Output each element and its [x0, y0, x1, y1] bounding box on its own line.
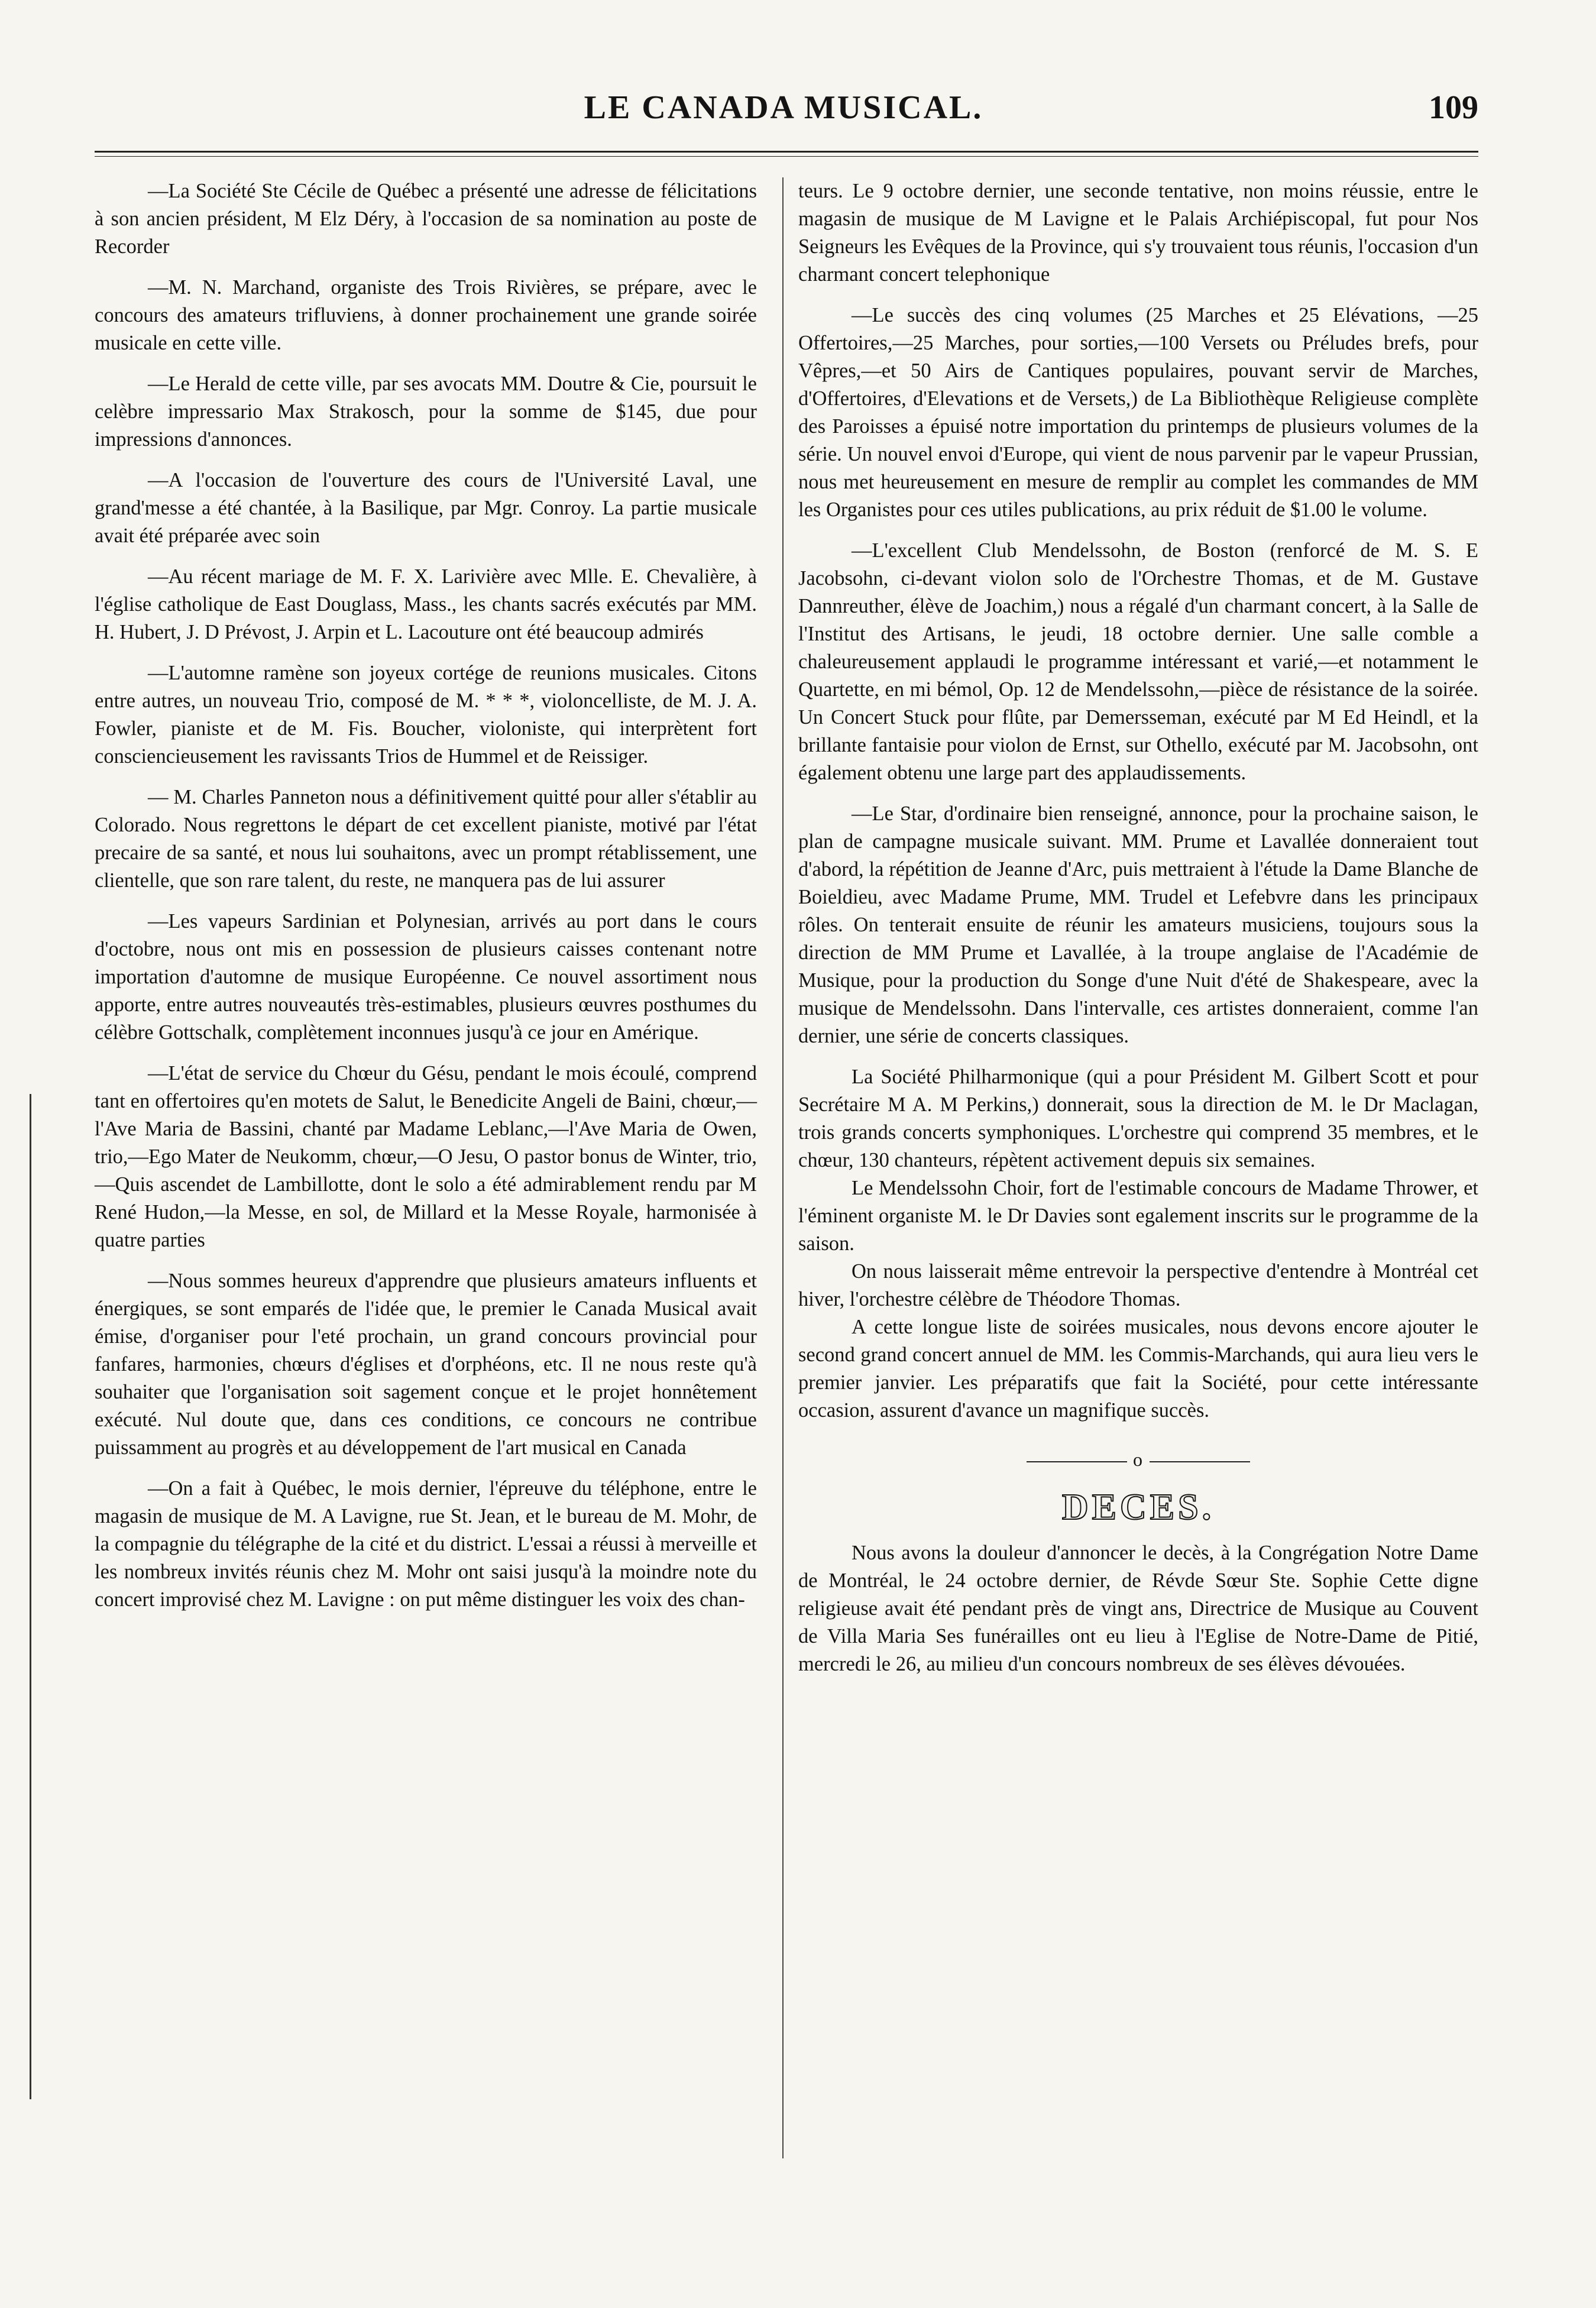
deces-heading: DECES. — [1061, 1487, 1215, 1527]
page-number: 109 — [1429, 89, 1478, 126]
news-item: —Le succès des cinq volumes (25 Marches et 25 Elévations, —25 Offertoires,—25 Marches, pour sorties,—100 Versets ou Préludes brefs, pour Vêpres,—et 50 Airs de Cantiques populaires, pouvant servir de Marches, d'Offertoires, d'Elevations et de Versets,) de La Bibliothèque Religieuse complète des Paroisses a épuisé notre importation du printemps de plusieurs volumes de la série. Un nouvel envoi d'Europe, qui vient de nous parvenir par le vapeur Prussian, nous met heureusement en mesure de remplir au complet les commandes de MM les Organistes pour ces utiles publications, au prix réduit de $1.00 le volume. — [798, 304, 1478, 521]
news-item: — M. Charles Panneton nous a définitivement quitté pour aller s'établir au Colorado. Nous regrettons le départ de cet excellent pianiste, motivé par l'état precaire de sa santé, et nous lui souhaitons, avec un prompt rétablissement, une clientelle, que son rare talent, du reste, ne manquera pas de lui assurer — [95, 786, 757, 892]
news-item: —L'excellent Club Mendelssohn, de Boston (renforcé de M. S. E Jacobsohn, ci-devant violon solo de l'Orchestre Thomas, et de M. Gustave Dannreuther, élève de Joachim,) nous a régalé d'un charmant concert, à la Salle de l'Institut des Artisans, le jeudi, 18 octobre dernier. Une salle comble a chaleureusement applaudi le programme intéressant et varié,—et notamment le Quartette, en mi bémol, Op. 12 de Mendelssohn,—pièce de résistance de la soirée. Un Concert Stuck pour flûte, par Demersseman, exécuté par M Ed Heindl, et la brillante fantaisie pour violon de Ernst, sur Othello, exécuté par M. Jacobsohn, ont également obtenu une large part des applaudissements. — [798, 539, 1478, 784]
news-item: —Le Star, d'ordinaire bien renseigné, annonce, pour la prochaine saison, le plan de campagne musicale suivant. MM. Prume et Lavallée donneraient tout d'abord, la répétition de Jeanne d'Arc, puis mettraient à l'étude la Dame Blanche de Boieldieu, avec Madame Prume, MM. Trudel et Lefebvre dans les principaux rôles. On tenterait ensuite de réunir les amateurs musiciens, toujours sous la direction de MM Prume et Lavallée, à la troupe anglaise de l'Académie de Musique, pour la production du Songe d'une Nuit d'été de Shakespeare, avec la musique de Mendelssohn. Dans l'intervalle, ces artistes donneraient, comme l'an dernier, une série de concerts classiques. — [798, 802, 1478, 1047]
header-rule-thin — [95, 156, 1478, 157]
news-item: La Société Philharmonique (qui a pour Président M. Gilbert Scott et pour Secrétaire M A. M Perkins,) donnerait, sous la direction de M. le Dr Maclagan, trois grands concerts symphoniques. L'orchestre qui comprend 35 membres, et le chœur, 130 chanteurs, répètent activement depuis six semaines. — [798, 1066, 1478, 1171]
page-header — [89, 89, 1478, 136]
news-item: A cette longue liste de soirées musicales, nous devons encore ajouter le second grand concert annuel de MM. les Commis-Marchands, qui aura lieu vers le premier janvier. Les préparatifs que fait la Société, pour cette intéressante occasion, assurent d'avance un magnifique succès. — [798, 1316, 1478, 1422]
news-item: —L'état de service du Chœur du Gésu, pendant le mois écoulé, comprend tant en offertoires qu'en motets de Salut, le Benedicite Angeli de Baini, chœur,—l'Ave Maria de Bassini, chanté par Madame Leblanc,—l'Ave Maria de Owen, trio,—Ego Mater de Neukomm, chœur,—O Jesu, O pastor bonus de Winter, trio,—Quis ascendet de Lambillotte, dont le solo a été admirablement rendu par M René Hudon,—la Messe, en sol, de Millard et la Messe Royale, harmonisée à quatre parties — [95, 1062, 757, 1251]
news-item: —L'automne ramène son joyeux cortége de reunions musicales. Citons entre autres, un nouveau Trio, composé de M. * * *, violoncelliste, de M. J. A. Fowler, pianiste et de M. Fis. Boucher, violoniste, qui interprètent fort consciencieusement les ravissants Trios de Hummel et de Reissiger. — [95, 662, 757, 768]
divider-mark: o — [1133, 1449, 1144, 1470]
masthead: LE CANADA MUSICAL. — [584, 89, 983, 126]
news-item: —Nous sommes heureux d'apprendre que plusieurs amateurs influents et énergiques, se sont emparés de l'idée que, le premier le Canada Musical avait émise, d'organiser pour l'eté prochain, un grand concours provincial pour fanfares, harmonies, chœurs d'églises et d'orphéons, etc. Il ne nous reste qu'à souhaiter que l'organisation soit sagement conçue et le projet honnêtement exécuté. Nul doute que, dans ces conditions, ce concours ne contribue puissamment au progrès et au développement de l'art musical en Canada — [95, 1270, 757, 1459]
margin-line — [30, 1094, 31, 2099]
news-item: On nous laisserait même entrevoir la perspective d'entendre à Montréal cet hiver, l'orchestre célèbre de Théodore Thomas. — [798, 1260, 1478, 1310]
deces-notice: Nous avons la douleur d'annoncer le decès, à la Congrégation Notre Dame de Montréal, le 24 octobre dernier, de Révde Sœur Ste. Sophie Cette digne religieuse avait été pendant près de vingt ans, Directrice de Musique au Couvent de Villa Maria Ses funérailles ont eu lieu à l'Eglise de Notre-Dame de Pitié, mercredi le 26, au milieu d'un concours nombreux de ses élèves dévouées. — [798, 1542, 1478, 1675]
news-item: —A l'occasion de l'ouverture des cours de l'Université Laval, une grand'messe a été chantée, à la Basilique, par Mgr. Conroy. La partie musicale avait été préparée avec soin — [95, 469, 757, 547]
left-column — [95, 177, 757, 1614]
news-item: —On a fait à Québec, le mois dernier, l'épreuve du téléphone, entre le magasin de musique de M. A Lavigne, rue St. Jean, et le bureau de M. Mohr, de la compagnie du télégraphe de la cité et du district. L'essai a réussi à merveille et les nombreux invités réunis chez M. Mohr ont saisi jusqu'à la moindre note du concert improvisé chez M. Lavigne : on put même distinguer les voix des chan- — [95, 1477, 757, 1611]
news-item: Le Mendelssohn Choir, fort de l'estimable concours de Madame Thrower, et l'éminent organiste M. le Dr Davies sont egalement inscrits sur le programme de la saison. — [798, 1177, 1478, 1255]
header-rule — [95, 151, 1478, 153]
news-item: —M. N. Marchand, organiste des Trois Rivières, se prépare, avec le concours des amateurs trifluviens, à donner prochainement une grande soirée musicale en cette ville. — [95, 276, 757, 354]
news-item: —La Société Ste Cécile de Québec a présenté une adresse de félicitations à son ancien président, M Elz Déry, à l'occasion de sa nomination au poste de Recorder — [95, 180, 757, 258]
news-item: —Au récent mariage de M. F. X. Larivière avec Mlle. E. Chevalière, à l'église catholique de East Douglass, Mass., les chants sacrés exécutés par MM. H. Hubert, J. D Prévost, J. Arpin et L. Lacouture ont été beaucoup admirés — [95, 565, 757, 643]
section-divider — [798, 1446, 1478, 1474]
right-column — [798, 177, 1478, 1678]
news-item: —Le Herald de cette ville, par ses avocats MM. Doutre & Cie, poursuit le celèbre impressario Max Strakosch, pour la somme de $145, due pour impressions d'annonces. — [95, 373, 757, 451]
news-item: —Les vapeurs Sardinian et Polynesian, arrivés au port dans le cours d'octobre, nous ont mis en possession de plusieurs caisses contenant notre importation d'automne de musique Européenne. Ce nouvel assortiment nous apporte, entre autres nouveautés très-estimables, plusieurs œuvres posthumes du célèbre Gottschalk, complètement inconnues jusqu'à ce jour en Amérique. — [95, 910, 757, 1044]
column-divider — [782, 177, 784, 2158]
news-item-continued: teurs. Le 9 octobre dernier, une seconde tentative, non moins réussie, entre le magasin de musique de M Lavigne et le Palais Archiépiscopal, fut pour Nos Seigneurs les Evêques de la Province, qui s'y trouvaient tous réunis, l'occasion d'un charmant concert telephonique — [798, 180, 1478, 286]
